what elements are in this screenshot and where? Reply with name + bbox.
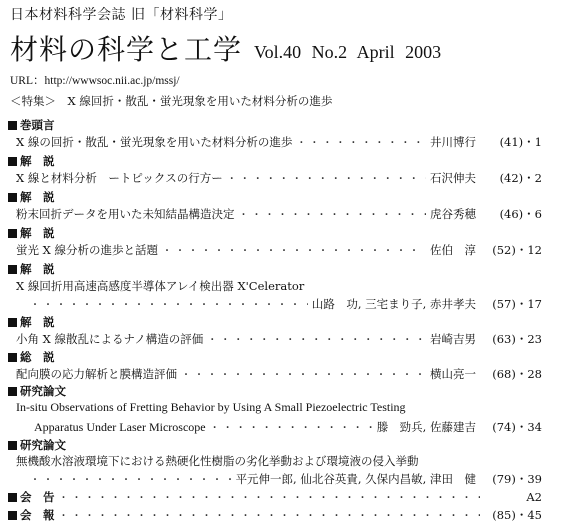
toc-entry[interactable] — [16, 242, 542, 258]
entry-title: 蛍光 X 線分析の進歩と話題 — [16, 243, 158, 257]
entry-page: (68)・28 — [492, 367, 542, 381]
square-bullet-icon — [8, 157, 17, 166]
entry-author: 滕 勁兵, 佐藤建吉 — [376, 420, 476, 434]
square-bullet-icon — [8, 493, 17, 502]
section-heading: 解 説 — [8, 189, 55, 205]
entry-title: 小角 X 線散乱によるナノ構造の評価 — [16, 332, 204, 346]
entry-title[interactable]: 無機酸水溶液環境下における熱硬化性樹脂の劣化挙動および環境液の侵入挙動 — [16, 454, 419, 468]
entry-author: 平元伸一郎, 仙北谷英貴, 久保内昌敏, 津田 健 — [235, 472, 476, 486]
leader-dots — [210, 419, 373, 434]
entry-title: 配向膜の応力解析と膜構造評価 — [16, 367, 177, 381]
leader-dots — [239, 206, 427, 221]
leader-dots — [207, 331, 426, 346]
entry-page: (74)・34 — [492, 420, 542, 434]
square-bullet-icon — [8, 387, 17, 396]
leader-dots — [296, 134, 426, 149]
leader-dots — [59, 489, 481, 504]
leader-dots — [227, 170, 426, 185]
square-bullet-icon — [8, 353, 17, 362]
section-heading: 研究論文 — [8, 383, 66, 399]
section-heading: 解 説 — [8, 225, 55, 241]
leader-dots — [59, 507, 481, 522]
square-bullet-icon — [8, 318, 17, 327]
entry-page: (63)・23 — [492, 332, 542, 346]
leader-dots — [30, 296, 308, 311]
section-heading: 会 報 — [8, 507, 55, 523]
toc-entry[interactable] — [16, 296, 542, 312]
toc-entry[interactable] — [8, 507, 542, 523]
entry-author: 山路 功, 三宅まり子, 赤井孝夫 — [311, 297, 476, 311]
toc-entry[interactable] — [16, 366, 542, 382]
entry-page: A2 — [526, 490, 542, 504]
entry-title-continued: Apparatus Under Laser Microscope — [34, 420, 206, 434]
square-bullet-icon — [8, 441, 17, 450]
section-heading: 会 告 — [8, 489, 55, 505]
toc-entry[interactable] — [8, 489, 542, 505]
leader-dots — [30, 471, 232, 486]
entry-title[interactable]: In-situ Observations of Fretting Behavior by Using A Small Piezoelectric Testing — [16, 400, 406, 414]
entry-author: 石沢伸夫 — [430, 171, 476, 185]
square-bullet-icon — [8, 193, 17, 202]
leader-dots — [181, 366, 426, 381]
toc-entry[interactable] — [16, 134, 542, 150]
entry-author: 井川博行 — [430, 135, 476, 149]
entry-author: 岩崎吉男 — [430, 332, 476, 346]
journal-title: 材料の科学と工学 — [10, 33, 243, 66]
square-bullet-icon — [8, 229, 17, 238]
volume-info: Vol.40 No.2 April 2003 — [254, 42, 442, 62]
toc-entry[interactable] — [16, 170, 542, 186]
entry-title: X 線の回折・散乱・蛍光現象を用いた材料分析の進歩 — [16, 135, 293, 149]
entry-title[interactable]: X 線回折用高速高感度半導体アレイ検出器 X'Celerator — [16, 279, 305, 293]
square-bullet-icon — [8, 265, 17, 274]
toc-entry[interactable] — [16, 471, 542, 487]
entry-title: 粉末回折データを用いた未知結晶構造決定 — [16, 207, 235, 221]
entry-page: (41)・1 — [499, 135, 542, 149]
entry-page: (57)・17 — [492, 297, 542, 311]
section-heading: 解 説 — [8, 314, 55, 330]
entry-page: (52)・12 — [492, 243, 542, 257]
entry-page: (85)・45 — [492, 508, 542, 522]
section-heading: 解 説 — [8, 153, 55, 169]
entry-author: 虎谷秀穂 — [430, 207, 476, 221]
entry-author: 佐伯 淳 — [430, 243, 476, 257]
toc-entry[interactable] — [16, 206, 542, 222]
leader-dots — [162, 242, 426, 257]
society-name: 日本材料科学会誌 旧「材料科学」 — [10, 7, 233, 23]
toc-entry[interactable] — [16, 331, 542, 347]
toc-entry[interactable] — [34, 419, 542, 435]
journal-url[interactable]: URL：http://wwwsoc.nii.ac.jp/mssj/ — [10, 75, 180, 87]
entry-author: 横山亮一 — [430, 367, 476, 381]
entry-page: (46)・6 — [499, 207, 542, 221]
square-bullet-icon — [8, 121, 17, 130]
entry-page: (79)・39 — [492, 472, 542, 486]
entry-title: X 線と材料分析 ートピックスの行方ー — [16, 171, 223, 185]
section-heading: 研究論文 — [8, 437, 66, 453]
special-issue-title: ＜特集＞ X 線回折・散乱・蛍光現象を用いた材料分析の進歩 — [10, 94, 333, 108]
section-heading: 巻頭言 — [8, 117, 55, 133]
entry-page: (42)・2 — [499, 171, 542, 185]
square-bullet-icon — [8, 511, 17, 520]
section-heading: 解 説 — [8, 261, 55, 277]
section-heading: 総 説 — [8, 349, 55, 365]
